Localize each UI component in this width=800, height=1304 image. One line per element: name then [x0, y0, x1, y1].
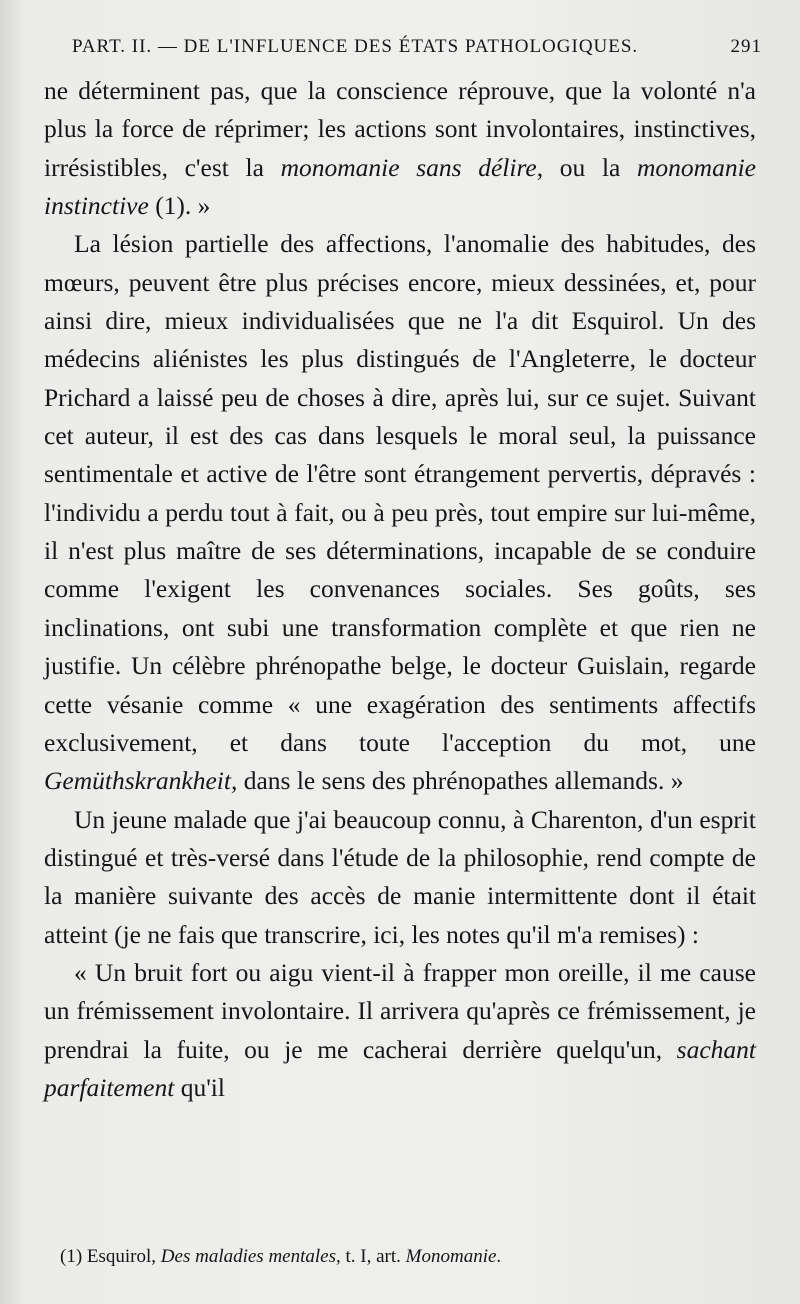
footnote-marker: (1) Esquirol,: [60, 1246, 161, 1267]
paragraph-3: Un jeune malade que j'ai beaucoup connu, à Charenton, d'un esprit distingué et très-versé dans l'étude de la philosophie, rend compte de la manière suivante des accès de manie intermittente dont il était atteint (je ne fais que transcrire, ici, les notes qu'il m'a remises) :: [44, 804, 756, 949]
body-text: [44, 72, 756, 1107]
paragraph-2-text-b: dans le sens des phrénopathes allemands. »: [237, 766, 684, 796]
footnote-article: Monomanie: [405, 1246, 497, 1267]
running-title: PART. II. — DE L'INFLUENCE DES ÉTATS PATHOLOGIQUES.: [72, 36, 639, 57]
paragraph-1-text-c: (1). »: [148, 191, 211, 221]
paragraph-4-text-a: « Un bruit fort ou aigu vient-il à frapper mon oreille, il me cause un frémissement involontaire. Il arrivera qu'après ce frémissement, je prendrai la fuite, ou je me cacherai derrière quelqu'un,: [44, 957, 756, 1064]
paragraph-2: [44, 225, 756, 800]
paragraph-4-italic: sachant parfaitement: [44, 1034, 756, 1102]
paragraph-1-text-b: , ou la: [536, 152, 638, 182]
footnote-mid: , t. I, art.: [336, 1246, 406, 1267]
paragraph-2-italic: Gemüthskrankheit,: [44, 766, 238, 796]
paragraph-4: [44, 954, 756, 1107]
page-number: 291: [730, 36, 762, 57]
paragraph-1-italic-b: monomanie instinctive: [44, 152, 756, 221]
paragraph-1: [44, 72, 756, 225]
running-header: [72, 36, 762, 62]
paragraph-4-text-b: qu'il: [174, 1072, 225, 1102]
footnote-end: .: [496, 1246, 502, 1267]
paragraph-1-text-a: ne déterminent pas, que la conscience réprouve, que la volonté n'a plus la force de réprimer; les actions sont involontaires, instinctives, irrésistibles, c'est la: [44, 76, 756, 182]
footnote-title: Des maladies mentales: [160, 1246, 336, 1267]
paragraph-2-text-a: La lésion partielle des affections, l'anomalie des habitudes, des mœurs, peuvent être plus précises encore, mieux dessinées, et, pour ainsi dire, mieux individualisées que ne l'a dit Esquirol. Un des médecins aliénistes les plus distingués de l'Angleterre, le docteur Prichard a laissé peu de choses à dire, après lui, sur ce sujet. Suivant cet auteur, il est des cas dans lesquels le moral seul, la puissance sentimentale et active de l'être sont étrangement pervertis, dépravés : l'individu a perdu tout à fait, ou à peu près, tout empire sur lui-même, il n'est plus maître de ses déterminations, incapable de se conduire comme l'exigent les convenances sociales. Ses goûts, ses inclinations, ont subi une transformation complète et que rien ne justifie. Un célèbre phrénopathe belge, le docteur Guislain, regarde cette vésanie comme « une exagération des sentiments affectifs exclusivement, et dans toute l'acception du mot, une: [44, 229, 756, 757]
paragraph-1-italic-a: monomanie sans délire: [280, 152, 537, 182]
footnote: [60, 1245, 760, 1269]
